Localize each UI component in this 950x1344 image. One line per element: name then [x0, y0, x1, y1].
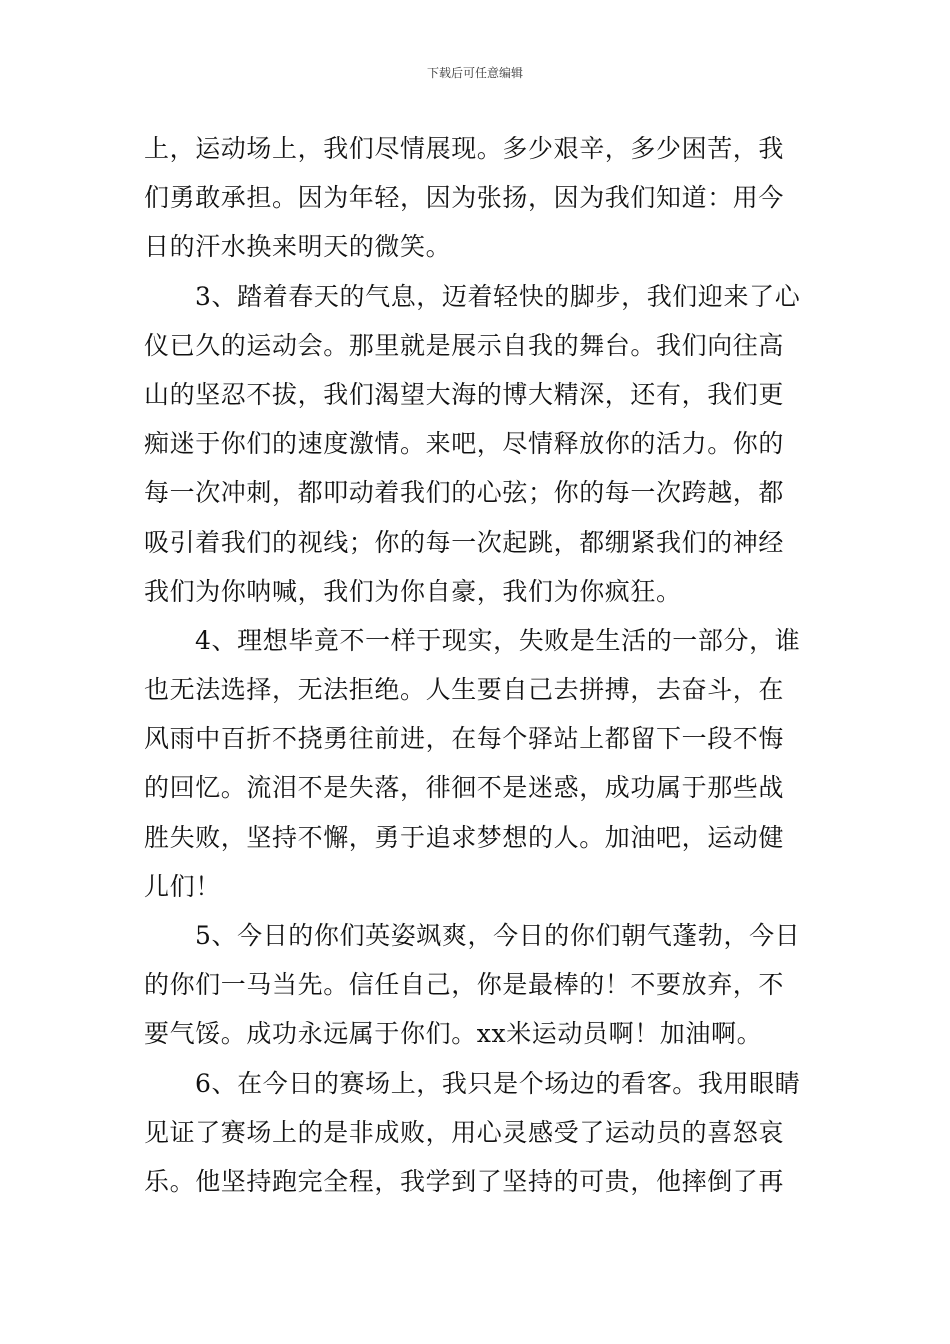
text-line: 也无法选择，无法拒绝。人生要自己去拼搏，去奋斗，在	[144, 675, 785, 705]
text-line: 胜失败，坚持不懈，勇于追求梦想的人。加油吧，运动健	[144, 822, 785, 852]
text-line: 痴迷于你们的速度激情。来吧，尽情释放你的活力。你的	[144, 429, 785, 459]
text-line: 的回忆。流泪不是失落，徘徊不是迷惑，成功属于那些战	[144, 773, 785, 803]
text-line: 山的坚忍不拔，我们渴望大海的博大精深，还有，我们更	[144, 379, 785, 409]
text-line: 见证了赛场上的是非成败，用心灵感受了运动员的喜怒哀	[144, 1117, 785, 1147]
text-line: 乐。他坚持跑完全程，我学到了坚持的可贵，他摔倒了再	[144, 1166, 785, 1196]
text-line: 每一次冲刺，都叩动着我们的心弦；你的每一次跨越，都	[144, 478, 785, 508]
text-line: 4、理想毕竟不一样于现实，失败是生活的一部分，谁	[195, 625, 801, 655]
text-line: 仪已久的运动会。那里就是展示自我的舞台。我们向往高	[144, 330, 785, 360]
page-header: 下载后可任意编辑	[426, 66, 523, 80]
text-line: 6、在今日的赛场上，我只是个场边的看客。我用眼睛	[195, 1068, 801, 1098]
text-line: 日的汗水换来明天的微笑。	[144, 232, 452, 262]
text-line: 吸引着我们的视线；你的每一次起跳，都绷紧我们的神经	[144, 527, 785, 557]
text-line: 儿们！	[144, 871, 221, 901]
text-line: 3、踏着春天的气息，迈着轻快的脚步，我们迎来了心	[195, 281, 801, 311]
text-line: 5、今日的你们英姿飒爽，今日的你们朝气蓬勃，今日	[195, 921, 801, 950]
text-line: 的你们一马当先。信任自己，你是最棒的！不要放弃，不	[144, 970, 785, 1000]
text-line: 要气馁。成功永远属于你们。xx米运动员啊！加油啊。	[144, 1019, 763, 1049]
body-text	[144, 124, 804, 1206]
text-line: 我们为你呐喊，我们为你自豪，我们为你疯狂。	[144, 576, 682, 606]
text-line: 们勇敢承担。因为年轻，因为张扬，因为我们知道：用今	[144, 183, 785, 213]
text-line: 上，运动场上，我们尽情展现。多少艰辛，多少困苦，我	[144, 134, 785, 163]
text-line: 风雨中百折不挠勇往前进，在每个驿站上都留下一段不悔	[144, 724, 785, 754]
